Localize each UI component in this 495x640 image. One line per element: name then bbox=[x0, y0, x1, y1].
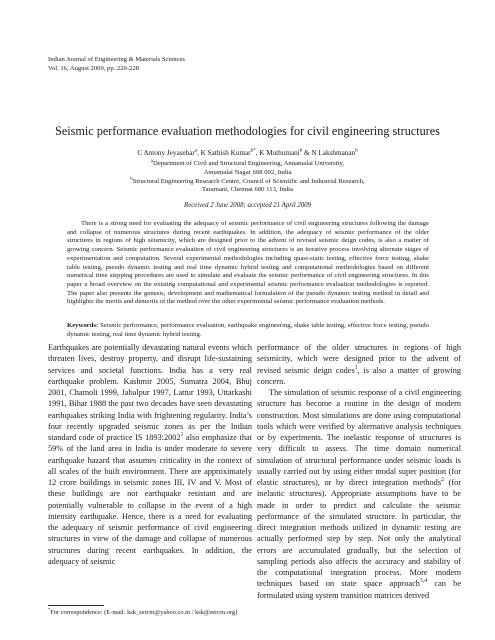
author-name: , K Sathish Kumar bbox=[197, 149, 251, 157]
author-name: , K Muthumani bbox=[255, 149, 300, 157]
footnote bbox=[48, 606, 252, 617]
body-text: can be formulated using system transition matrices derived bbox=[257, 579, 461, 600]
affiliations bbox=[0, 160, 495, 195]
footnote-divider bbox=[48, 605, 104, 606]
citation-mark: 1 bbox=[180, 432, 184, 439]
body-text: also emphasize that 59% of the land area in India is under moderate to severe earthquake hazard that assumes criticality in the context of all scales of the built environment. There are approximately 12 crore buildings in seismic zones III, IV and V. Most of these buildings are not earthquake resistant and are potentially vulnerable to collapse in the event of a high intensity earthquake. Hence, there is a need for evaluating the adequacy of seismic performance of civil engineering structures in view of the damage and collapse of numerous structures during recent earthquakes. In addition, the adequacy of seismic bbox=[48, 433, 252, 566]
affiliation-b bbox=[0, 178, 495, 187]
journal-volume: Vol. 16, August 2009, pp. 220-228 bbox=[48, 65, 139, 72]
body-left-column bbox=[48, 342, 252, 567]
affiliation-a-address: Annamalai Nagar 608 002, India bbox=[203, 168, 292, 176]
footnote-mark: * bbox=[48, 606, 51, 612]
author-name: & N Lakshmanan bbox=[302, 149, 356, 157]
affiliation-mark: b bbox=[130, 176, 133, 182]
received-dates: Received 2 June 2008; accepted 21 April 2009 bbox=[184, 202, 311, 209]
abstract: There is a strong need for evaluating the adequacy of seismic performance of civil engineering structures following the damage and collapse of numerous structures during recent earthquakes. In addition, the adequacy of seismic performance of the older structures in regions of high seismicity, which are designed prior to the advent of revised seismic deign codes, is also a matter of growing concern. Seismic performance evaluation of civil engineering structures is an iterative process involving alternate stages of experimentation and computation. Several experimental methodologies including quasi-static testing, effective force testing, shake table testing, pseudo dynamic testing and real time dynamic hybrid testing and computational methodologies based on different numerical time stepping procedures are used to simulate and evaluate the seismic performance of civil engineering structures. In this paper a broad overview on the existing computational and experimental seismic performance evaluation methodologies is reported. The paper also presents the genesis, development and mathematical formulation of the pseudo dynamic testing method in detail and highlights the merits and demerits of the method over the other experimental seismic performance evaluation methods. bbox=[67, 220, 429, 306]
body-text: Earthquakes are potentially devastating natural events which threaten lives, destroy property, and disrupt life-sustaining services and societal functions. India has a very real earthquake problem. Kashmir 2005, Sumatra 2004, Bhuj 2001, Chamoli 1999, Jabalpur 1997, Lattur 1993, Uttarkashi 1991, Bihar 1988 the past two decades have seen devastating earthquakes striking India with frightening regularity. India’s four recently upgraded seismic zones as per the Indian standard code of practice IS 1893:2002 bbox=[48, 343, 252, 442]
affiliation-b-address: Taramani, Chennai 600 113, India bbox=[201, 186, 294, 194]
author-name: C Antony Jeyasehar bbox=[137, 149, 195, 157]
citation-mark: 3,4 bbox=[419, 578, 428, 585]
journal-header bbox=[48, 55, 185, 73]
affiliation-mark: a bbox=[150, 158, 154, 164]
keywords bbox=[67, 322, 429, 339]
affiliation-text: Department of Civil and Structural Engineering, Annamalai University, bbox=[153, 160, 345, 167]
affiliation-text: Structural Engineering Research Centre, Council of Scientific and Industrial Research, bbox=[132, 177, 365, 185]
body-text: (for inelastic structures). Appropriate assumptions have to be made in order to predict and calculate the seismic performance of the simulated structure. In particular, the direct integration methods utilized in dynamic testing are actually performed step by step. Not only the analytical errors are accumulated gradually, but the selection of sampling periods also affects the accuracy and stability of the computational integration process. More modern techniques based on state space approach bbox=[257, 478, 461, 589]
keywords-text: Seismic performance, performance evaluation, earthquake engineering, shake table testing, effective force testing, pseudo dynamic testing, real time dynamic hybrid testing. bbox=[67, 322, 429, 338]
body-text: The simulation of seismic response of a civil engineering structure has become a routine in the design of modern construction. Most simulations are done using computational tools which were verified by alternative analysis techniques or by experiments. The inelastic response of structures is very difficult to assess. The time domain numerical simulation of structural performance under seismic loads is usually carried out by using either modal super position (for elastic structures), or by direct integration methods bbox=[257, 388, 461, 487]
body-paragraph bbox=[257, 387, 461, 601]
author-affiliation-mark: b bbox=[355, 148, 358, 154]
author-affiliation-mark: b* bbox=[250, 148, 256, 154]
journal-name: Indian Journal of Engineering & Materials Sciences bbox=[48, 56, 185, 63]
body-paragraph bbox=[257, 342, 461, 387]
citation-mark: 2 bbox=[441, 477, 444, 484]
body-text: , is also a matter of growing concern. bbox=[257, 365, 461, 386]
author-affiliation-mark: b bbox=[299, 148, 303, 154]
citation-mark: 1 bbox=[354, 364, 358, 371]
affiliation-a bbox=[0, 160, 495, 169]
paper-title: Seismic performance evaluation methodologies for civil engineering structures bbox=[55, 124, 440, 138]
keywords-label: Keywords: bbox=[67, 322, 99, 329]
body-right-column bbox=[257, 342, 461, 601]
author-affiliation-mark: a bbox=[194, 148, 198, 154]
footnote-text: For correspondence: (E-mail: ksk_sercm@yahoo.co.in / ksk@sercm.org) bbox=[50, 609, 238, 616]
body-text: performance of the older structures in regions of high seismicity, which were designed prior to the advent of revised seismic deign codes bbox=[257, 343, 461, 375]
author-list bbox=[0, 149, 495, 158]
